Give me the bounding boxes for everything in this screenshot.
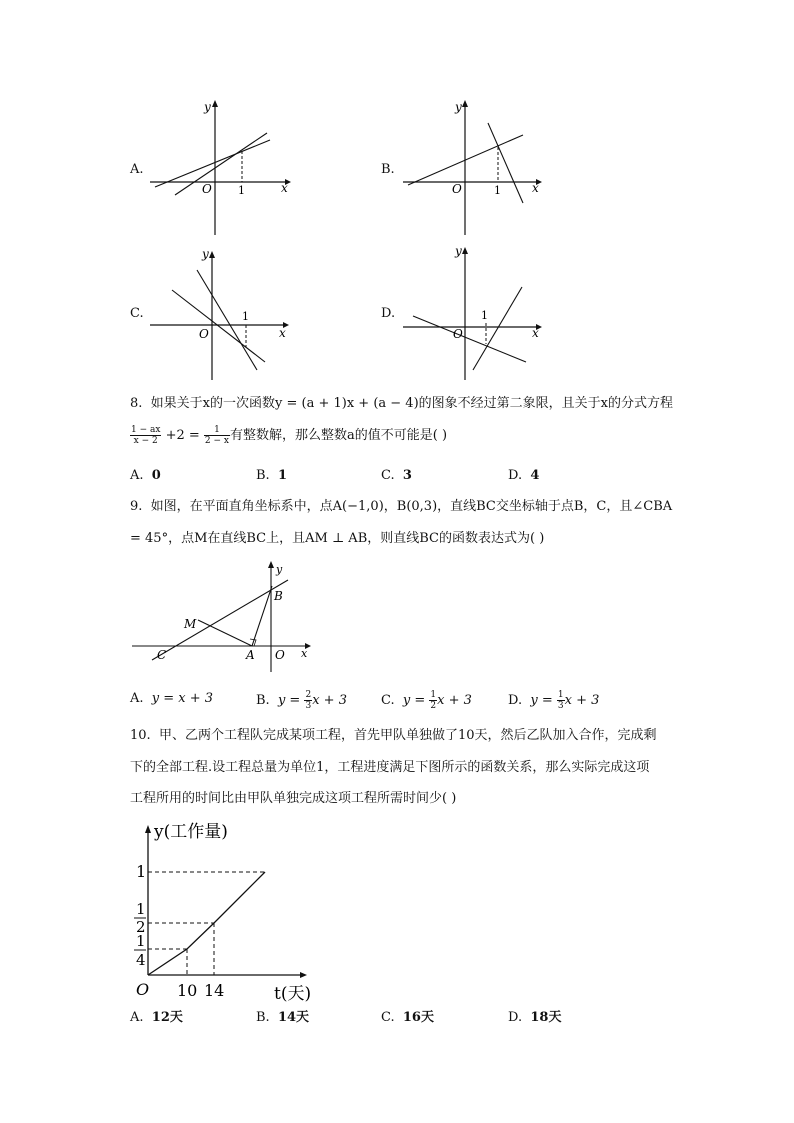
q8-line2	[130, 425, 447, 446]
fig10-x14: 14	[204, 981, 225, 1000]
fig10-yhalf-den: 2	[136, 918, 146, 936]
q8-fraction-left: $\frac{1 - ax}{x - 2}$	[131, 425, 161, 446]
q8-text-line1: 如果关于x的一次函数y = (a + 1)x + (a − 4)的图象不经过第二象限，且关于x的分式方程	[150, 396, 673, 411]
q9-line1	[130, 498, 672, 516]
fig10-yquarter-num: 1	[136, 932, 146, 950]
q8-fraction-right: $\frac{1}{2 - x}$	[204, 425, 229, 446]
q9-option-a[interactable]: A. y = x + 3	[130, 691, 214, 706]
fig10-yhalf-num: 1	[136, 900, 146, 918]
fig10-xlabel: t(天)	[274, 984, 312, 1004]
q9-number: 9.	[130, 499, 143, 514]
q9-text-line1: 如图，在平面直角坐标系中，点A(−1,0)，B(0,3)，直线BC交坐标轴于点B，C，且∠CBA	[150, 499, 673, 514]
q10-option-b[interactable]: B. 14天	[256, 1010, 310, 1025]
q8-option-b[interactable]: B. 1	[256, 468, 287, 483]
fig10-y1: 1	[136, 862, 147, 881]
tick-one-label: 1	[494, 184, 501, 197]
option-d-graph	[398, 240, 548, 385]
q10-text-line3: 工程所用的时间比由甲队单独完成这项工程所需时间少( )	[130, 791, 457, 806]
origin-label: O	[202, 182, 212, 196]
q10-line2	[130, 759, 649, 777]
option-c-graph	[145, 240, 295, 385]
fig9-x-label: x	[301, 647, 308, 660]
q9-option-b[interactable]: B. y = $\frac{2}{3}$ x + 3	[256, 690, 347, 711]
fig9-a-label: A	[246, 648, 255, 662]
q10-option-a[interactable]: A. 12天	[130, 1010, 183, 1025]
q8-option-c[interactable]: C. 3	[381, 468, 412, 483]
axis-y-label: y	[455, 100, 462, 114]
q9-option-c[interactable]: C. y = $\frac{1}{2}$ x + 3	[381, 690, 472, 711]
fig10-x10: 10	[177, 981, 198, 1000]
axis-x-label: x	[532, 181, 539, 195]
q10-text-line1: 甲、乙两个工程队完成某项工程，首先甲队单独做了10天，然后乙队加入合作，完成剩	[158, 728, 657, 743]
fig9-o-label: O	[275, 648, 285, 662]
fig10-origin: O	[136, 980, 150, 999]
q9-figure	[130, 560, 320, 675]
axis-x-label: x	[279, 326, 286, 340]
fig9-y-label: y	[276, 563, 283, 576]
q8-plus-two: +2 =	[165, 428, 200, 443]
q10-line3	[130, 790, 456, 808]
q10-figure	[128, 815, 328, 1005]
option-b-letter: B.	[381, 162, 395, 177]
axis-y-label: y	[204, 100, 211, 114]
axis-x-label: x	[532, 326, 539, 340]
origin-label: O	[199, 327, 209, 341]
q9-option-d[interactable]: D. y = $\frac{1}{3}$ x + 3	[508, 690, 600, 711]
q8-line1	[130, 395, 673, 413]
q10-line1	[130, 727, 657, 745]
option-a-letter: A.	[130, 162, 144, 177]
tick-one-label: 1	[242, 310, 249, 323]
q10-option-c[interactable]: C. 16天	[381, 1010, 434, 1025]
option-b-graph	[398, 95, 548, 240]
option-a-graph	[145, 95, 295, 240]
fig10-yquarter-den: 4	[136, 951, 146, 969]
fig10-ylabel: y(工作量)	[154, 822, 228, 842]
tick-one-label: 1	[481, 309, 488, 322]
axis-y-label: y	[202, 247, 209, 261]
q9-line2	[130, 530, 544, 548]
q8-text-line2: 有整数解，那么整数a的值不可能是( )	[230, 428, 448, 443]
q9-text-line2: = 45°，点M在直线BC上，且AM ⊥ AB，则直线BC的函数表达式为( )	[130, 531, 545, 546]
option-c-letter: C.	[130, 306, 144, 321]
tick-one-label: 1	[238, 184, 245, 197]
axis-x-label: x	[281, 181, 288, 195]
fig9-m-label: M	[184, 617, 197, 631]
origin-label: O	[452, 182, 462, 196]
option-d-letter: D.	[381, 306, 396, 321]
q8-number: 8.	[130, 396, 143, 411]
q10-option-d[interactable]: D. 18天	[508, 1010, 562, 1025]
q8-option-a[interactable]: A. 0	[130, 468, 161, 483]
q10-text-line2: 下的全部工程.设工程总量为单位1，工程进度满足下图所示的函数关系，那么实际完成这项	[130, 760, 650, 775]
axis-y-label: y	[455, 244, 462, 258]
origin-label: O	[453, 327, 463, 341]
q10-number: 10.	[130, 728, 151, 743]
fig9-c-label: C	[157, 648, 167, 662]
q8-option-d[interactable]: D. 4	[508, 468, 540, 483]
fig9-b-label: B	[274, 589, 283, 603]
